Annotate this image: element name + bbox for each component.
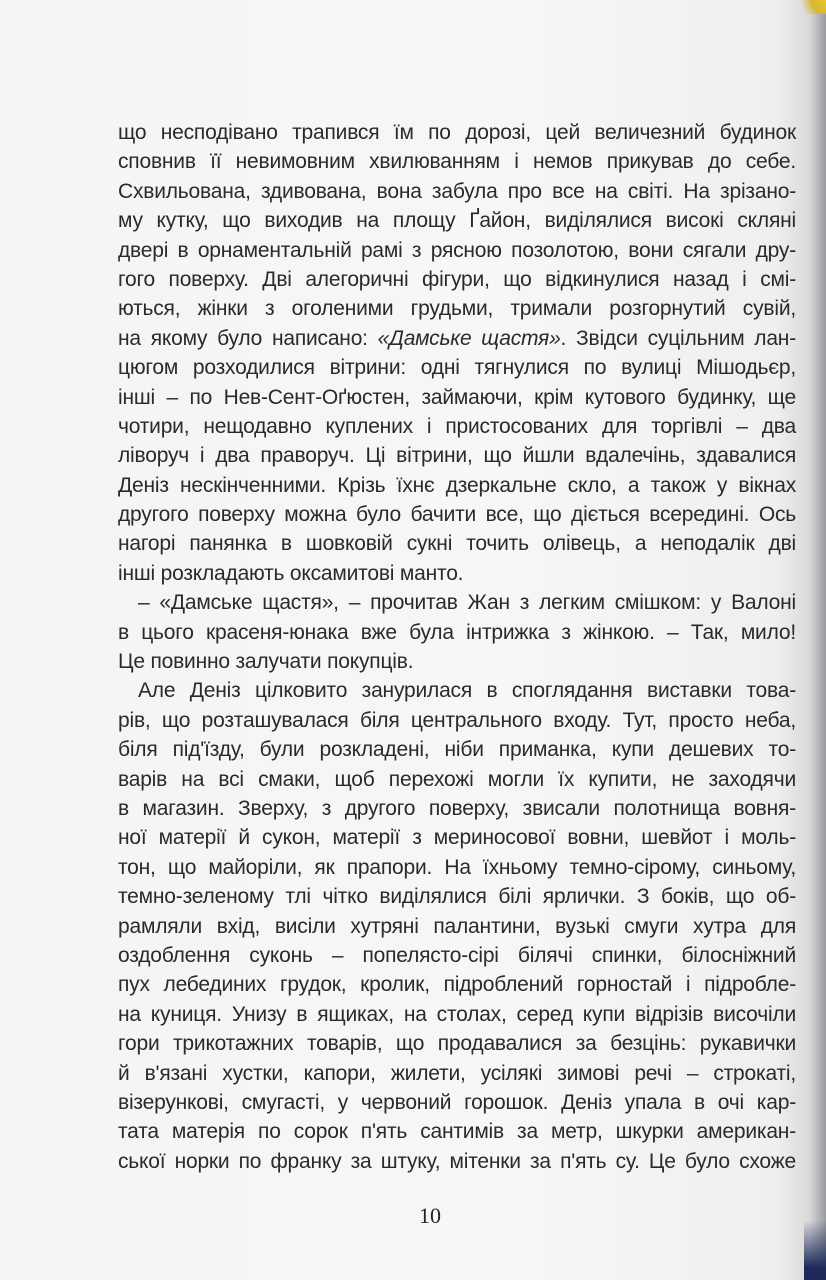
text-line: що несподівано трапився їм по дорозі, цей величезний будинок [118,121,796,144]
text-line: другого поверху можна було бачити все, що діється всередині. Ось [118,503,796,527]
text-line: гори трикотажних товарів, що продавалися за безцінь: рукавички [118,1032,796,1056]
page-body-text [118,118,796,1176]
text-line: інші розкладають оксамитові манто. [118,561,464,585]
text-line: Деніз нескінченними. Крізь їхнє дзеркальне скло, а також у вікнах [118,473,796,497]
page-number: 10 [419,1203,441,1228]
text-line: ської норки по франку за штуку, мітенки за п'ять су. Це було схоже [118,1149,796,1173]
text-line: ліворуч і два праворуч. Ці вітрини, що йшли вдалечінь, здавалися [118,444,796,468]
text-line: біля під'їзду, були розкладені, ніби приманка, купи дешевих то- [118,738,796,762]
text-line: ються, жінки з оголеними грудьми, тримали розгорнутий сувій, [118,297,796,321]
text-line: гого поверху. Дві алегоричні фігури, що відкинулися назад і смі- [118,267,796,291]
text-line: Це повинно залучати покупців. [118,650,414,674]
paragraph [118,588,796,676]
text-line: варів на всі смаки, щоб перехожі могли їх купити, не заходячи [118,767,796,791]
text-line: двері в орнаментальній рамі з рясною позолотою, вони сягали дру- [118,238,796,262]
text-line: темно-зеленому тлі чітко виділялися білі ярлички. З боків, що об- [118,885,796,909]
text-line: рів, що розташувалася біля центрального входу. Тут, просто неба, [118,708,796,732]
text-line: інші – по Нев-Сент-Оґюстен, займаючи, крім кутового будинку, ще [118,385,796,409]
store-name-italic: «Дамське щастя» [377,326,561,350]
text-line: Але Деніз цілковито занурилася в споглядання виставки това- [138,679,796,703]
text-line: нагорі панянка в шовковій сукні точить олівець, а неподалік дві [118,532,796,556]
text-line: му кутку, що виходив на площу Ґайон, виділялися високі скляні [118,209,796,233]
text-line: рамляли вхід, висіли хутряні палантини, вузькі смуги хутра для [118,914,796,938]
text-line: Схвильована, здивована, вона забула про все на світі. На зрізано- [118,179,796,203]
text-line: – «Дамське щастя», – прочитав Жан з легким смішком: у Валоні [138,591,796,615]
text-line: тон, що майоріли, як прапори. На їхньому темно-сірому, синьому, [118,855,796,879]
text-line: оздоблення суконь – попелясто-сірі білячі спинки, білосніжний [118,943,796,967]
text-line: тата матерія по сорок п'ять сантимів за метр, шкурки американ- [118,1120,796,1144]
paragraph [118,676,796,1176]
book-cover-edge-bottom [804,1220,826,1280]
text-line: ної матерії й сукон, матерії з мериносової вовни, шевйот і моль- [118,826,796,850]
text-line: цюгом розходилися вітрини: одні тягнулися по вулиці Мішодьєр, [118,356,796,380]
text-line: в цього красеня-юнака вже була інтрижка з жінкою. – Так, мило! [118,620,796,644]
text-line: на куниця. Унизу в ящиках, на столах, серед купи відрізів височіли [118,1002,796,1026]
paragraph [118,118,796,588]
text-line: візерункові, смугасті, у червоний горошок. Деніз упала в очі кар- [118,1090,796,1114]
text-line: пух лебединих грудок, кролик, підроблений горностай і підробле- [118,973,796,997]
text-line: й в'язані хустки, капори, жилети, усілякі зимові речі – строкаті, [118,1061,796,1085]
text-line: на якому було написано: «Дамське щастя». Звідси суцільним лан- [118,326,796,350]
text-line: чотири, нещодавно куплених і пристосованих для торгівлі – два [118,414,796,438]
text-line: сповнив її невимовним хвилюванням і немов прикував до себе. [118,150,796,174]
book-cover-edge-top [796,0,826,14]
text-line: в магазин. Зверху, з другого поверху, звисали полотнища вовня- [118,796,796,820]
